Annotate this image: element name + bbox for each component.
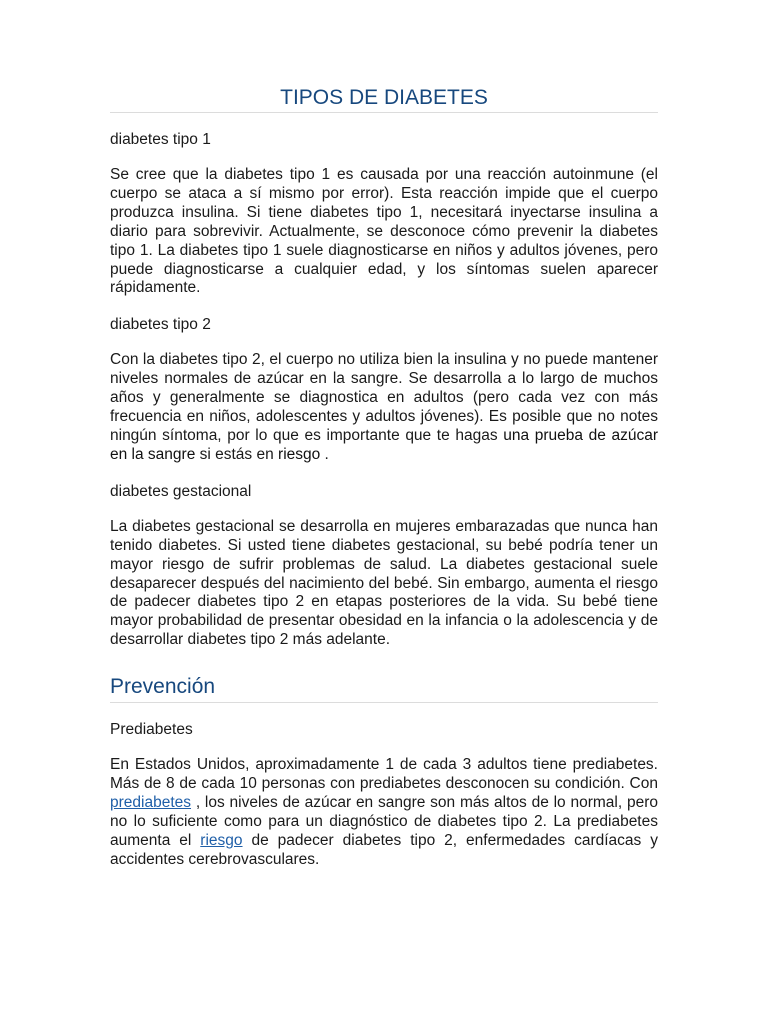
paragraph-prediabetes-part2: , los niveles de azúcar en sangre son más altos de lo normal, pero no lo suficiente como para un diagnóstico de diabetes tipo 2. La prediabetes aumenta el xyxy=(110,793,658,849)
heading-gestacional: diabetes gestacional xyxy=(110,482,252,500)
blood-sugar-test-text: una prueba de azúcar en la sangre xyxy=(110,426,659,463)
page-title: TIPOS DE DIABETES xyxy=(110,86,658,113)
paragraph-tipo-2-part1: Con la diabetes tipo 2, el cuerpo no utiliza bien la insulina y no puede mantener niveles normales de azúcar en la sangre. Se desarrolla a lo largo de muchos años y generalmente se diagnostica en adultos (pero cada vez con más frecuencia en niños, adolescentes y adultos jóvenes). Es posible que no notes ningún síntoma, por lo que es importante que te hagas xyxy=(110,351,658,444)
prediabetes-link[interactable]: prediabetes xyxy=(110,793,192,811)
risk-link[interactable]: riesgo xyxy=(200,831,243,849)
risk-text: riesgo xyxy=(278,445,321,463)
paragraph-tipo-2 xyxy=(110,351,658,464)
paragraph-gestacional: La diabetes gestacional se desarrolla en mujeres embarazadas que nunca han tenido diabetes. Si usted tiene diabetes gestacional, su bebé podría tener un mayor riesgo de sufrir problemas de salud. La diabetes gestacional suele desaparecer después del nacimiento del bebé. Sin embargo, aumenta el riesgo de padecer diabetes tipo 2 en etapas posteriores de la vida. Su bebé tiene mayor probabilidad de presentar obesidad en la infancia o la adolescencia y de desarrollar diabetes tipo 2 más adelante. xyxy=(110,517,658,649)
paragraph-tipo-1: Se cree que la diabetes tipo 1 es causada por una reacción autoinmune (el cuerpo se ataca a sí mismo por error). Esta reacción impide que el cuerpo produzca insulina. Si tiene diabetes tipo 1, necesitará inyectarse insulina a diario para sobrevivir. Actualmente, se desconoce cómo prevenir la diabetes tipo 1. La diabetes tipo 1 suele diagnosticarse en niños y adultos jóvenes, pero puede diagnosticarse a cualquier edad, y los síntomas suelen aparecer rápidamente. xyxy=(110,166,658,297)
heading-tipo-1: diabetes tipo 1 xyxy=(110,131,211,148)
paragraph-prediabetes xyxy=(110,756,658,869)
paragraph-tipo-2-part3: . xyxy=(320,445,329,463)
section-title-prevencion: Prevención xyxy=(110,674,658,703)
paragraph-prediabetes-part1: En Estados Unidos, aproximadamente 1 de cada 3 adultos tiene prediabetes. Más de 8 de cada 10 personas con prediabetes desconocen su condición. Con xyxy=(110,756,658,793)
heading-prediabetes: Prediabetes xyxy=(110,721,193,739)
paragraph-prediabetes-part3: de padecer diabetes tipo 2, enfermedades cardíacas y accidentes cerebrovasculares. xyxy=(110,831,658,868)
heading-tipo-2: diabetes tipo 2 xyxy=(110,316,211,334)
paragraph-tipo-2-part2: si estás en xyxy=(195,445,279,463)
